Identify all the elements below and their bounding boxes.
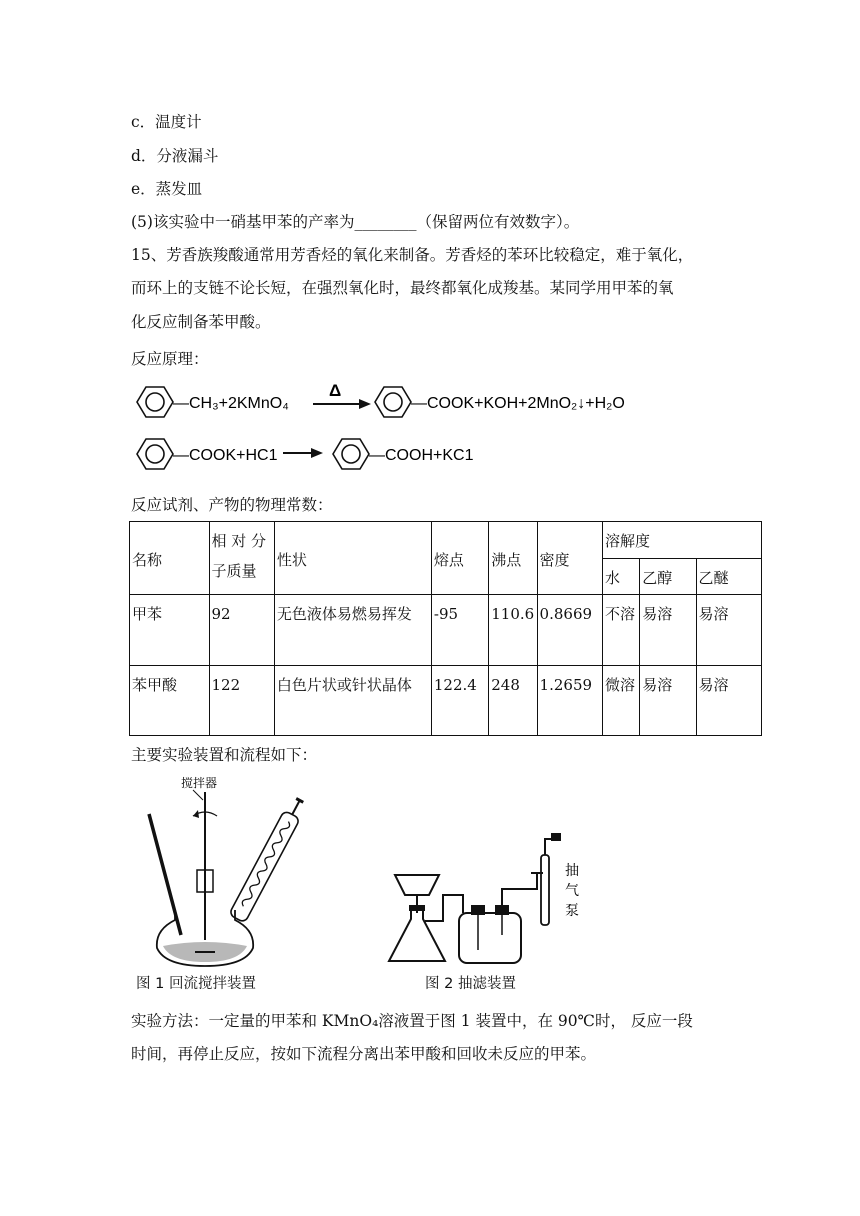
figure-1-caption: 图 1 回流搅拌装置 (136, 976, 256, 992)
cell-molecular-weight: 92 (209, 595, 274, 666)
reflux-stirring-apparatus-figure (135, 770, 315, 970)
question-5: (5)该实验中一硝基甲苯的产率为________（保留两位有效数字）。 (131, 213, 580, 231)
cell-water: 不溶 (602, 595, 639, 666)
stirrer-label: 搅拌器 (181, 776, 218, 790)
thermometer-icon (149, 814, 181, 935)
equation-2 (131, 432, 511, 480)
suction-flask-icon (389, 909, 445, 961)
cell-state: 白色片状或针状晶体 (274, 666, 431, 736)
buchner-funnel-icon (395, 875, 439, 895)
cell-boiling-point: 110.6 (489, 595, 537, 666)
table-row (130, 666, 762, 736)
header-molecular-weight: 相 对 分 子质量 (209, 522, 274, 595)
method-line2: 时间，再停止反应，按如下流程分离出苯甲酸和回收未反应的甲苯。 (131, 1045, 597, 1063)
question-15-line3: 化反应制备苯甲酸。 (131, 313, 271, 331)
header-name: 名称 (130, 522, 210, 595)
physical-constants-table (129, 521, 762, 736)
apparatus-label: 主要实验装置和流程如下： (131, 746, 318, 764)
header-melting-point: 熔点 (431, 522, 488, 595)
safety-bottle-icon (459, 913, 521, 963)
cell-density: 0.8669 (537, 595, 602, 666)
reflux-condenser-icon (229, 796, 308, 923)
header-boiling-point: 沸点 (489, 522, 537, 595)
heat-symbol: Δ (329, 381, 342, 400)
cell-melting-point: 122.4 (431, 666, 488, 736)
eq1-right: —COOK+KOH+2MnO₂↓+H₂O (411, 395, 625, 412)
header-density: 密度 (537, 522, 602, 595)
header-state: 性状 (274, 522, 431, 595)
question-15-line1: 15、芳香族羧酸通常用芳香烃的氧化来制备。芳香烃的苯环比较稳定，难于氧化， (131, 246, 694, 264)
option-e: e．蒸发皿 (131, 180, 203, 198)
pump-label: 抽 气 泵 (565, 863, 579, 919)
eq2-right: —COOH+KC1 (369, 447, 474, 464)
cell-water: 微溶 (602, 666, 639, 736)
header-water: 水 (602, 559, 639, 595)
table-row (130, 595, 762, 666)
benzene-ring-icon (375, 387, 411, 417)
cell-ethanol: 易溶 (640, 666, 696, 736)
header-ethanol: 乙醇 (640, 559, 696, 595)
cell-state: 无色液体易燃易挥发 (274, 595, 431, 666)
cell-boiling-point: 248 (489, 666, 537, 736)
equation-1 (131, 380, 631, 428)
cell-molecular-weight: 122 (209, 666, 274, 736)
cell-ether: 易溶 (696, 666, 761, 736)
cell-ethanol: 易溶 (640, 595, 696, 666)
cell-ether: 易溶 (696, 595, 761, 666)
principle-label: 反应原理： (131, 350, 209, 368)
header-ether: 乙醚 (696, 559, 761, 595)
cell-name: 苯甲酸 (130, 666, 210, 736)
cell-name: 甲苯 (130, 595, 210, 666)
arrow-head-icon (359, 399, 371, 409)
benzene-ring-icon (333, 439, 369, 469)
eq2-left: —COOK+HC1 (173, 447, 278, 464)
benzene-ring-icon (137, 439, 173, 469)
header-solubility: 溶解度 (602, 522, 761, 559)
suction-filtration-apparatus-figure (385, 825, 595, 970)
figure-2-caption: 图 2 抽滤装置 (425, 976, 516, 992)
option-d: d．分液漏斗 (131, 147, 219, 165)
cell-density: 1.2659 (537, 666, 602, 736)
arrow-head-icon (311, 448, 323, 458)
method-line1: 实验方法：一定量的甲苯和 KMnO₄溶液置于图 1 装置中，在 90℃时， 反应一段 (131, 1012, 693, 1030)
cell-melting-point: -95 (431, 595, 488, 666)
table-label: 反应试剂、产物的物理常数： (131, 496, 333, 514)
aspirator-pump-icon (541, 855, 549, 925)
question-15-line2: 而环上的支链不论长短，在强烈氧化时，最终都氧化成羧基。某同学用甲苯的氧 (131, 279, 674, 297)
option-c: c．温度计 (131, 113, 202, 131)
eq1-left: —CH₃+2KMnO₄ (173, 395, 289, 412)
benzene-ring-icon (137, 387, 173, 417)
